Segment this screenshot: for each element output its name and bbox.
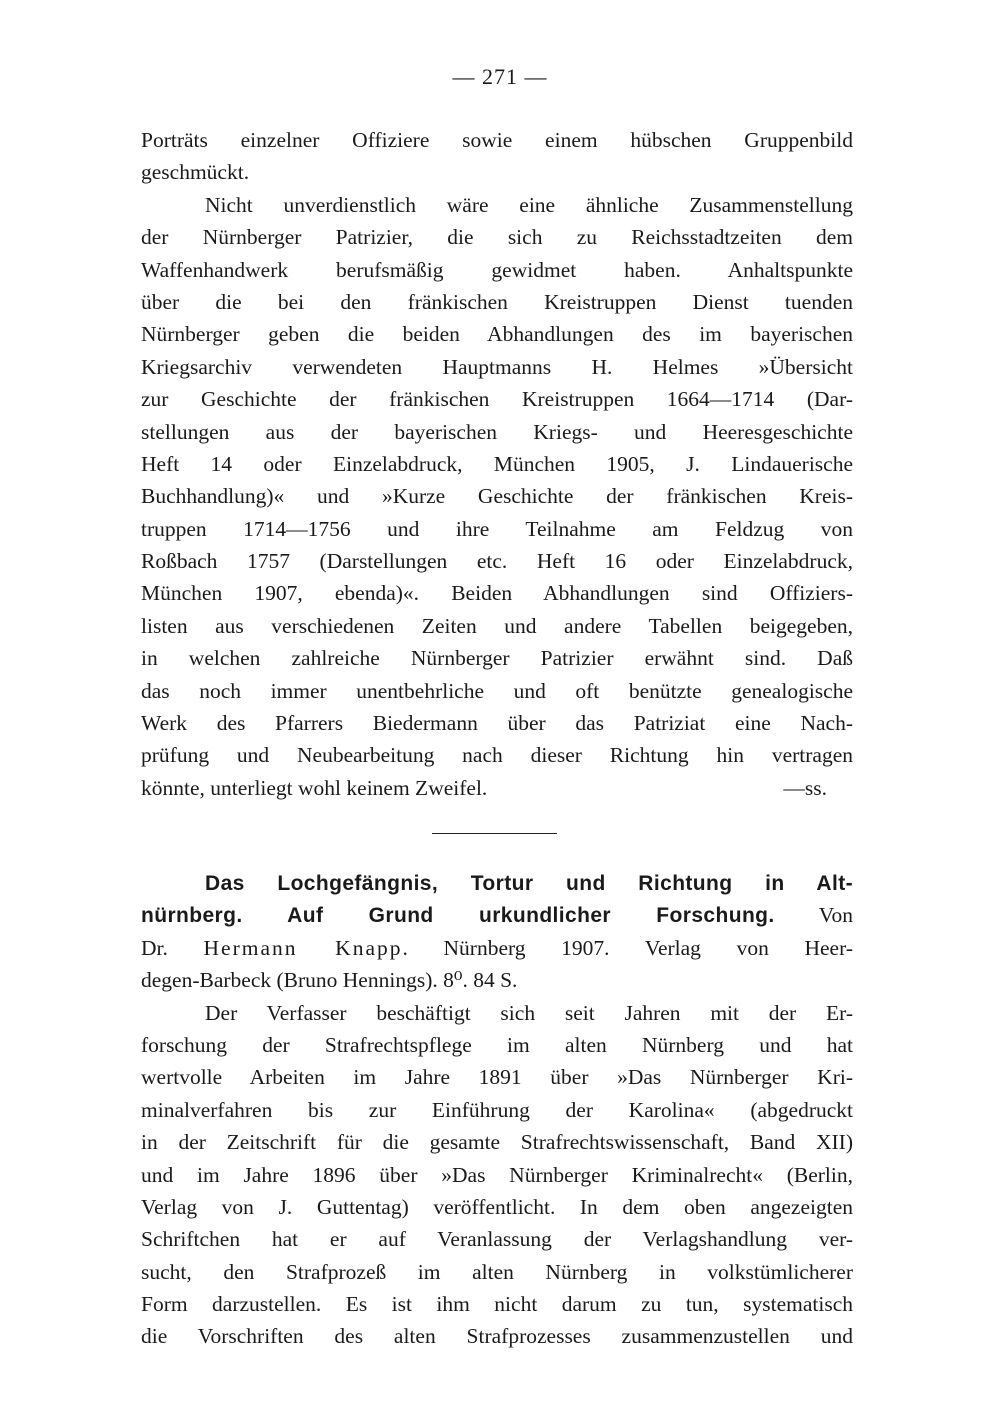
- text-line: die Vorschriften des alten Strafprozesses zusammenzustellen und: [141, 1324, 853, 1349]
- text-line: stellungen aus der bayerischen Kriegs- und Heeresgeschichte: [141, 419, 853, 444]
- review-title-von: Von: [774, 903, 853, 928]
- text-line: Nicht unverdienstlich wäre eine ähnliche Zusammenstellung: [205, 192, 853, 217]
- review-title-cont: nürnberg. Auf Grund urkundlicher Forschung.: [141, 904, 775, 928]
- page-number: — 271 —: [452, 64, 548, 89]
- text-line: der Nürnberger Patrizier, die sich zu Reichsstadtzeiten dem: [141, 225, 853, 250]
- review-citation-line: degen-Barbeck (Bruno Hennings). 8⁰. 84 S.: [141, 968, 518, 993]
- text-line: in der Zeitschrift für die gesamte Strafrechtswissenschaft, Band XII): [141, 1130, 853, 1155]
- text-line: Der Verfasser beschäftigt sich seit Jahren mit der Er-: [205, 1000, 853, 1025]
- text-line: sucht, den Strafprozeß im alten Nürnberg in volkstümlicherer: [141, 1259, 853, 1284]
- text-line: forschung der Strafrechtspflege im alten Nürnberg und hat: [141, 1032, 853, 1057]
- text-line-with-signature: [141, 772, 853, 804]
- text-line: truppen 1714—1756 und ihre Teilnahme am Feldzug von: [141, 516, 853, 541]
- text-line: prüfung und Neubearbeitung nach dieser Richtung hin vertragen: [141, 743, 853, 768]
- text-line: in welchen zahlreiche Nürnberger Patrizier erwähnt sind. Daß: [141, 646, 853, 671]
- section-1-text: [141, 124, 853, 804]
- text-line: das noch immer unentbehrliche und oft benützte genealogische: [141, 678, 853, 703]
- text-line: Nürnberger geben die beiden Abhandlungen des im bayerischen: [141, 322, 853, 347]
- text-line: Kriegsarchiv verwendeten Hauptmanns H. Helmes »Übersicht: [141, 354, 853, 379]
- text-line: und im Jahre 1896 über »Das Nürnberger Kriminalrecht« (Berlin,: [141, 1162, 853, 1187]
- text-line: Buchhandlung)« und »Kurze Geschichte der fränkischen Kreis-: [141, 484, 853, 509]
- text-line: geschmückt.: [141, 160, 250, 185]
- text-line: Porträts einzelner Offiziere sowie einem hübschen Gruppenbild: [141, 128, 853, 152]
- review-citation-line: [141, 932, 853, 964]
- text-line: München 1907, ebenda)«. Beiden Abhandlungen sind Offiziers-: [141, 581, 853, 606]
- review-title-line: [141, 867, 853, 899]
- review-title-line: [141, 899, 853, 931]
- section-separator: [432, 833, 557, 834]
- text-line: listen aus verschiedenen Zeiten und andere Tabellen beigegeben,: [141, 613, 853, 638]
- citation-text: . Nürnberg 1907. Verlag von Heer-: [402, 935, 853, 960]
- author-name: Hermann Knapp: [203, 935, 403, 960]
- text-line: Schriftchen hat er auf Veranlassung der Verlagshandlung ver-: [141, 1227, 853, 1252]
- section-2-text: [141, 867, 853, 1353]
- text-line: Waffenhandwerk berufsmäßig gewidmet haben. Anhaltspunkte: [141, 257, 853, 282]
- text-line: zur Geschichte der fränkischen Kreistruppen 1664—1714 (Dar-: [141, 387, 853, 412]
- text-line: Heft 14 oder Einzelabdruck, München 1905, J. Lindauerische: [141, 451, 853, 476]
- author-prefix: Dr.: [141, 935, 204, 960]
- text-line: wertvolle Arbeiten im Jahre 1891 über »Das Nürnberger Kri-: [141, 1065, 853, 1090]
- reviewer-signature: —ss.: [783, 775, 827, 800]
- text-line: Form darzustellen. Es ist ihm nicht darum zu tun, systematisch: [141, 1292, 853, 1317]
- text-line: Roßbach 1757 (Darstellungen etc. Heft 16 oder Einzelabdruck,: [141, 549, 853, 574]
- review-title: Das Lochgefängnis, Tortur und Richtung in Alt-: [205, 872, 853, 895]
- text-line: minalverfahren bis zur Einführung der Karolina« (abgedruckt: [141, 1097, 853, 1122]
- text-line: Verlag von J. Guttentag) veröffentlicht. In dem oben angezeigten: [141, 1194, 853, 1219]
- text-line: Werk des Pfarrers Biedermann über das Patriziat eine Nach-: [141, 711, 853, 736]
- text-line-end: könnte, unterliegt wohl keinem Zweifel.: [141, 775, 488, 800]
- text-line: über die bei den fränkischen Kreistruppen Dienst tuenden: [141, 289, 853, 314]
